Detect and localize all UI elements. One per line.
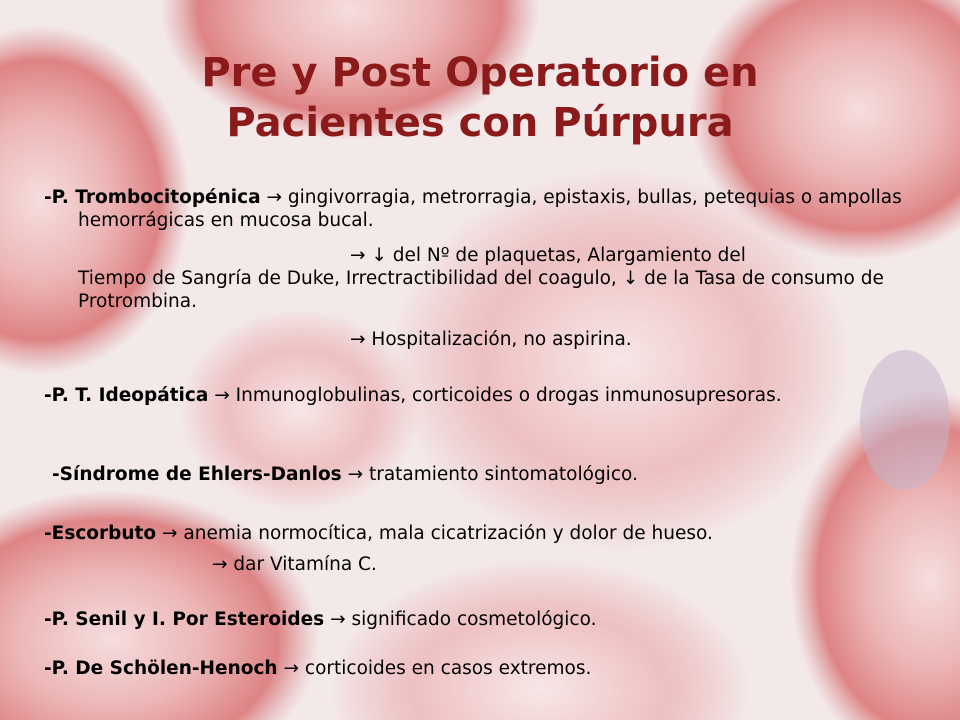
item-text: dar Vitamína C. xyxy=(233,554,377,575)
item-heading: -P. Trombocitopénica xyxy=(44,187,261,208)
item-ehlers-danlos xyxy=(52,463,960,486)
item-text: del Nº de plaquetas, Alargamiento del xyxy=(392,245,746,266)
item-trombocitopenica xyxy=(44,186,960,232)
item-text: significado cosmetológico. xyxy=(351,609,597,630)
right-down-arrows-icon: → ↓ xyxy=(350,245,387,266)
item-text: Tiempo de Sangría de Duke, Irrectractibilidad del coagulo, xyxy=(78,268,617,289)
down-arrow-icon: ↓ xyxy=(622,268,639,289)
title-line-2: Pacientes con Púrpura xyxy=(226,100,734,146)
right-arrow-icon: → xyxy=(350,329,366,350)
item-heading: -P. De Schölen-Henoch xyxy=(44,658,278,679)
item-escorbuto xyxy=(44,522,956,545)
item-text: tratamiento sintomatológico. xyxy=(368,464,638,485)
item-text: Inmunoglobulinas, corticoides o drogas inmunosupresoras. xyxy=(235,385,782,406)
right-arrow-icon: → xyxy=(266,187,282,208)
right-arrow-icon: → xyxy=(283,658,300,679)
item-heading: -P. Senil y I. Por Esteroides xyxy=(44,609,325,630)
item-ideopatica xyxy=(44,384,960,407)
item-heading: -Escorbuto xyxy=(44,523,157,544)
title-line-1: Pre y Post Operatorio en xyxy=(201,50,759,96)
item-senil-esteroides xyxy=(44,608,956,631)
item-text: anemia normocítica, mala cicatrización y dolor de hueso. xyxy=(183,523,713,544)
item-schonlein-henoch xyxy=(44,657,956,680)
slide-title xyxy=(0,48,960,148)
item-trombocitopenica-treatment xyxy=(78,328,956,351)
right-arrow-icon: → xyxy=(212,554,228,575)
right-arrow-icon: → xyxy=(214,385,230,406)
right-arrow-icon: → xyxy=(330,609,346,630)
item-text: Hospitalización, no aspirina. xyxy=(371,329,632,350)
item-heading: -P. T. Ideopática xyxy=(44,385,209,406)
item-text: corticoides en casos extremos. xyxy=(304,658,592,679)
item-text: de la Tasa de consumo de Protrombina. xyxy=(78,268,884,312)
item-text: gingivorragia, metrorragia, epistaxis, bullas, petequias o ampollas hemorrágicas en mucosa bucal. xyxy=(78,187,902,231)
item-escorbuto-treatment xyxy=(212,553,960,576)
item-heading: -Síndrome de Ehlers-Danlos xyxy=(52,464,342,485)
right-arrow-icon: → xyxy=(161,523,178,544)
item-trombocitopenica-signs xyxy=(78,244,956,313)
right-arrow-icon: → xyxy=(347,464,364,485)
